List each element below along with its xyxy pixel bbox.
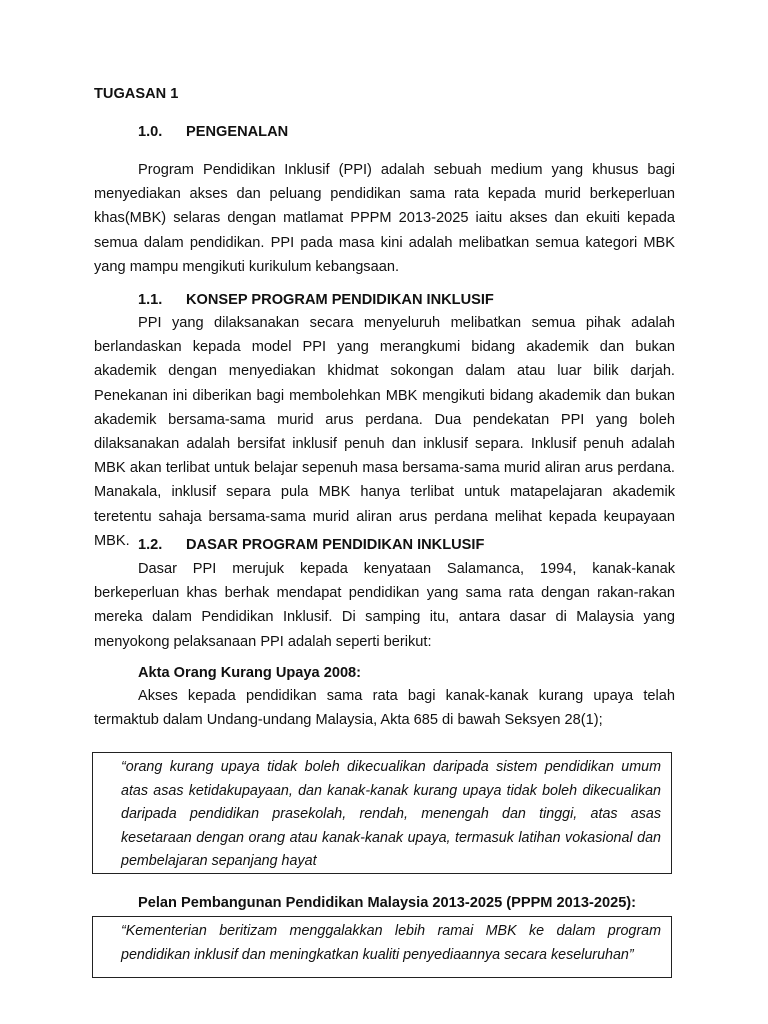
section-title: KONSEP PROGRAM PENDIDIKAN INKLUSIF (186, 292, 494, 308)
section-heading-dasar (138, 537, 484, 553)
section-number: 1.2. (138, 537, 163, 553)
document-title: TUGASAN 1 (94, 86, 179, 102)
subheading-akta: Akta Orang Kurang Upaya 2008: (138, 665, 362, 681)
section-title: DASAR PROGRAM PENDIDIKAN INKLUSIF (186, 537, 485, 553)
quote-box-akta (92, 752, 672, 874)
section-heading-konsep (138, 292, 494, 308)
section-heading-pengenalan (138, 124, 288, 140)
paragraph-pengenalan: Program Pendidikan Inklusif (PPI) adalah sebuah medium yang khusus bagi menyediakan akses dan peluang pendidikan sama rata kepada murid berkeperluan khas(MBK) selaras dengan matlamat PPPM 2013-2025 iaitu akses dan ekuiti kepada semua dalam pendidikan. PPI pada masa kini adalah melibatkan semua kategori MBK yang mampu mengikuti kurikulum kebangsaan. (94, 162, 675, 275)
paragraph-konsep: PPI yang dilaksanakan secara menyeluruh melibatkan semua pihak adalah berlandaskan kepada model PPI yang merangkumi bidang akademik dan bukan akademik dengan menyediakan khidmat sokongan dalam atau luar bilik darjah. Penekanan ini diberikan bagi membolehkan MBK mengikuti bidang akademik dan bukan akademik bersama-sama murid arus perdana. Dua pendekatan PPI yang boleh dilaksanakan adalah bersifat inklusif penuh dan inklusif separa. Inklusif penuh adalah MBK akan terlibat untuk belajar sepenuh masa bersama-sama murid aliran arus perdana. Manakala, inklusif separa pula MBK hanya terlibat untuk matapelajaran akademik teretentu sahaja bersama-sama murid aliran arus perdana melihat kepada keupayaan MBK. (94, 315, 675, 549)
section-title: PENGENALAN (186, 124, 289, 140)
quote-box-pppm (92, 916, 672, 978)
paragraph-dasar: Dasar PPI merujuk kepada kenyataan Salamanca, 1994, kanak-kanak berkeperluan khas berhak mendapat pendidikan yang sama rata dengan rakan-rakan mereka dalam Pendidikan Inklusif. Di samping itu, antara dasar di Malaysia yang menyokong pelaksanaan PPI adalah seperti berikut: (94, 561, 675, 650)
section-number: 1.1. (138, 292, 163, 308)
quote-pppm: “Kementerian beritizam menggalakkan lebih ramai MBK ke dalam program pendidikan inklusif dan meningkatkan kualiti penyediaannya secara keseluruhan” (121, 923, 661, 963)
quote-akta: “orang kurang upaya tidak boleh dikecualikan daripada sistem pendidikan umum atas asas ketidakupayaan, dan kanak-kanak kurang upaya tidak boleh dikecualikan daripada pendidikan prasekolah, rendah, menengah dan tinggi, atas asas kesetaraan dengan orang atau kanak-kanak upaya, termasuk latihan vokasional dan pembelajaran sepanjang hayat (121, 759, 661, 870)
paragraph-akta: Akses kepada pendidikan sama rata bagi kanak-kanak kurang upaya telah termaktub dalam Undang-undang Malaysia, Akta 685 di bawah Seksyen 28(1); (94, 688, 675, 729)
section-number: 1.0. (138, 124, 163, 140)
subheading-pppm: Pelan Pembangunan Pendidikan Malaysia 2013-2025 (PPPM 2013-2025): (138, 895, 637, 911)
